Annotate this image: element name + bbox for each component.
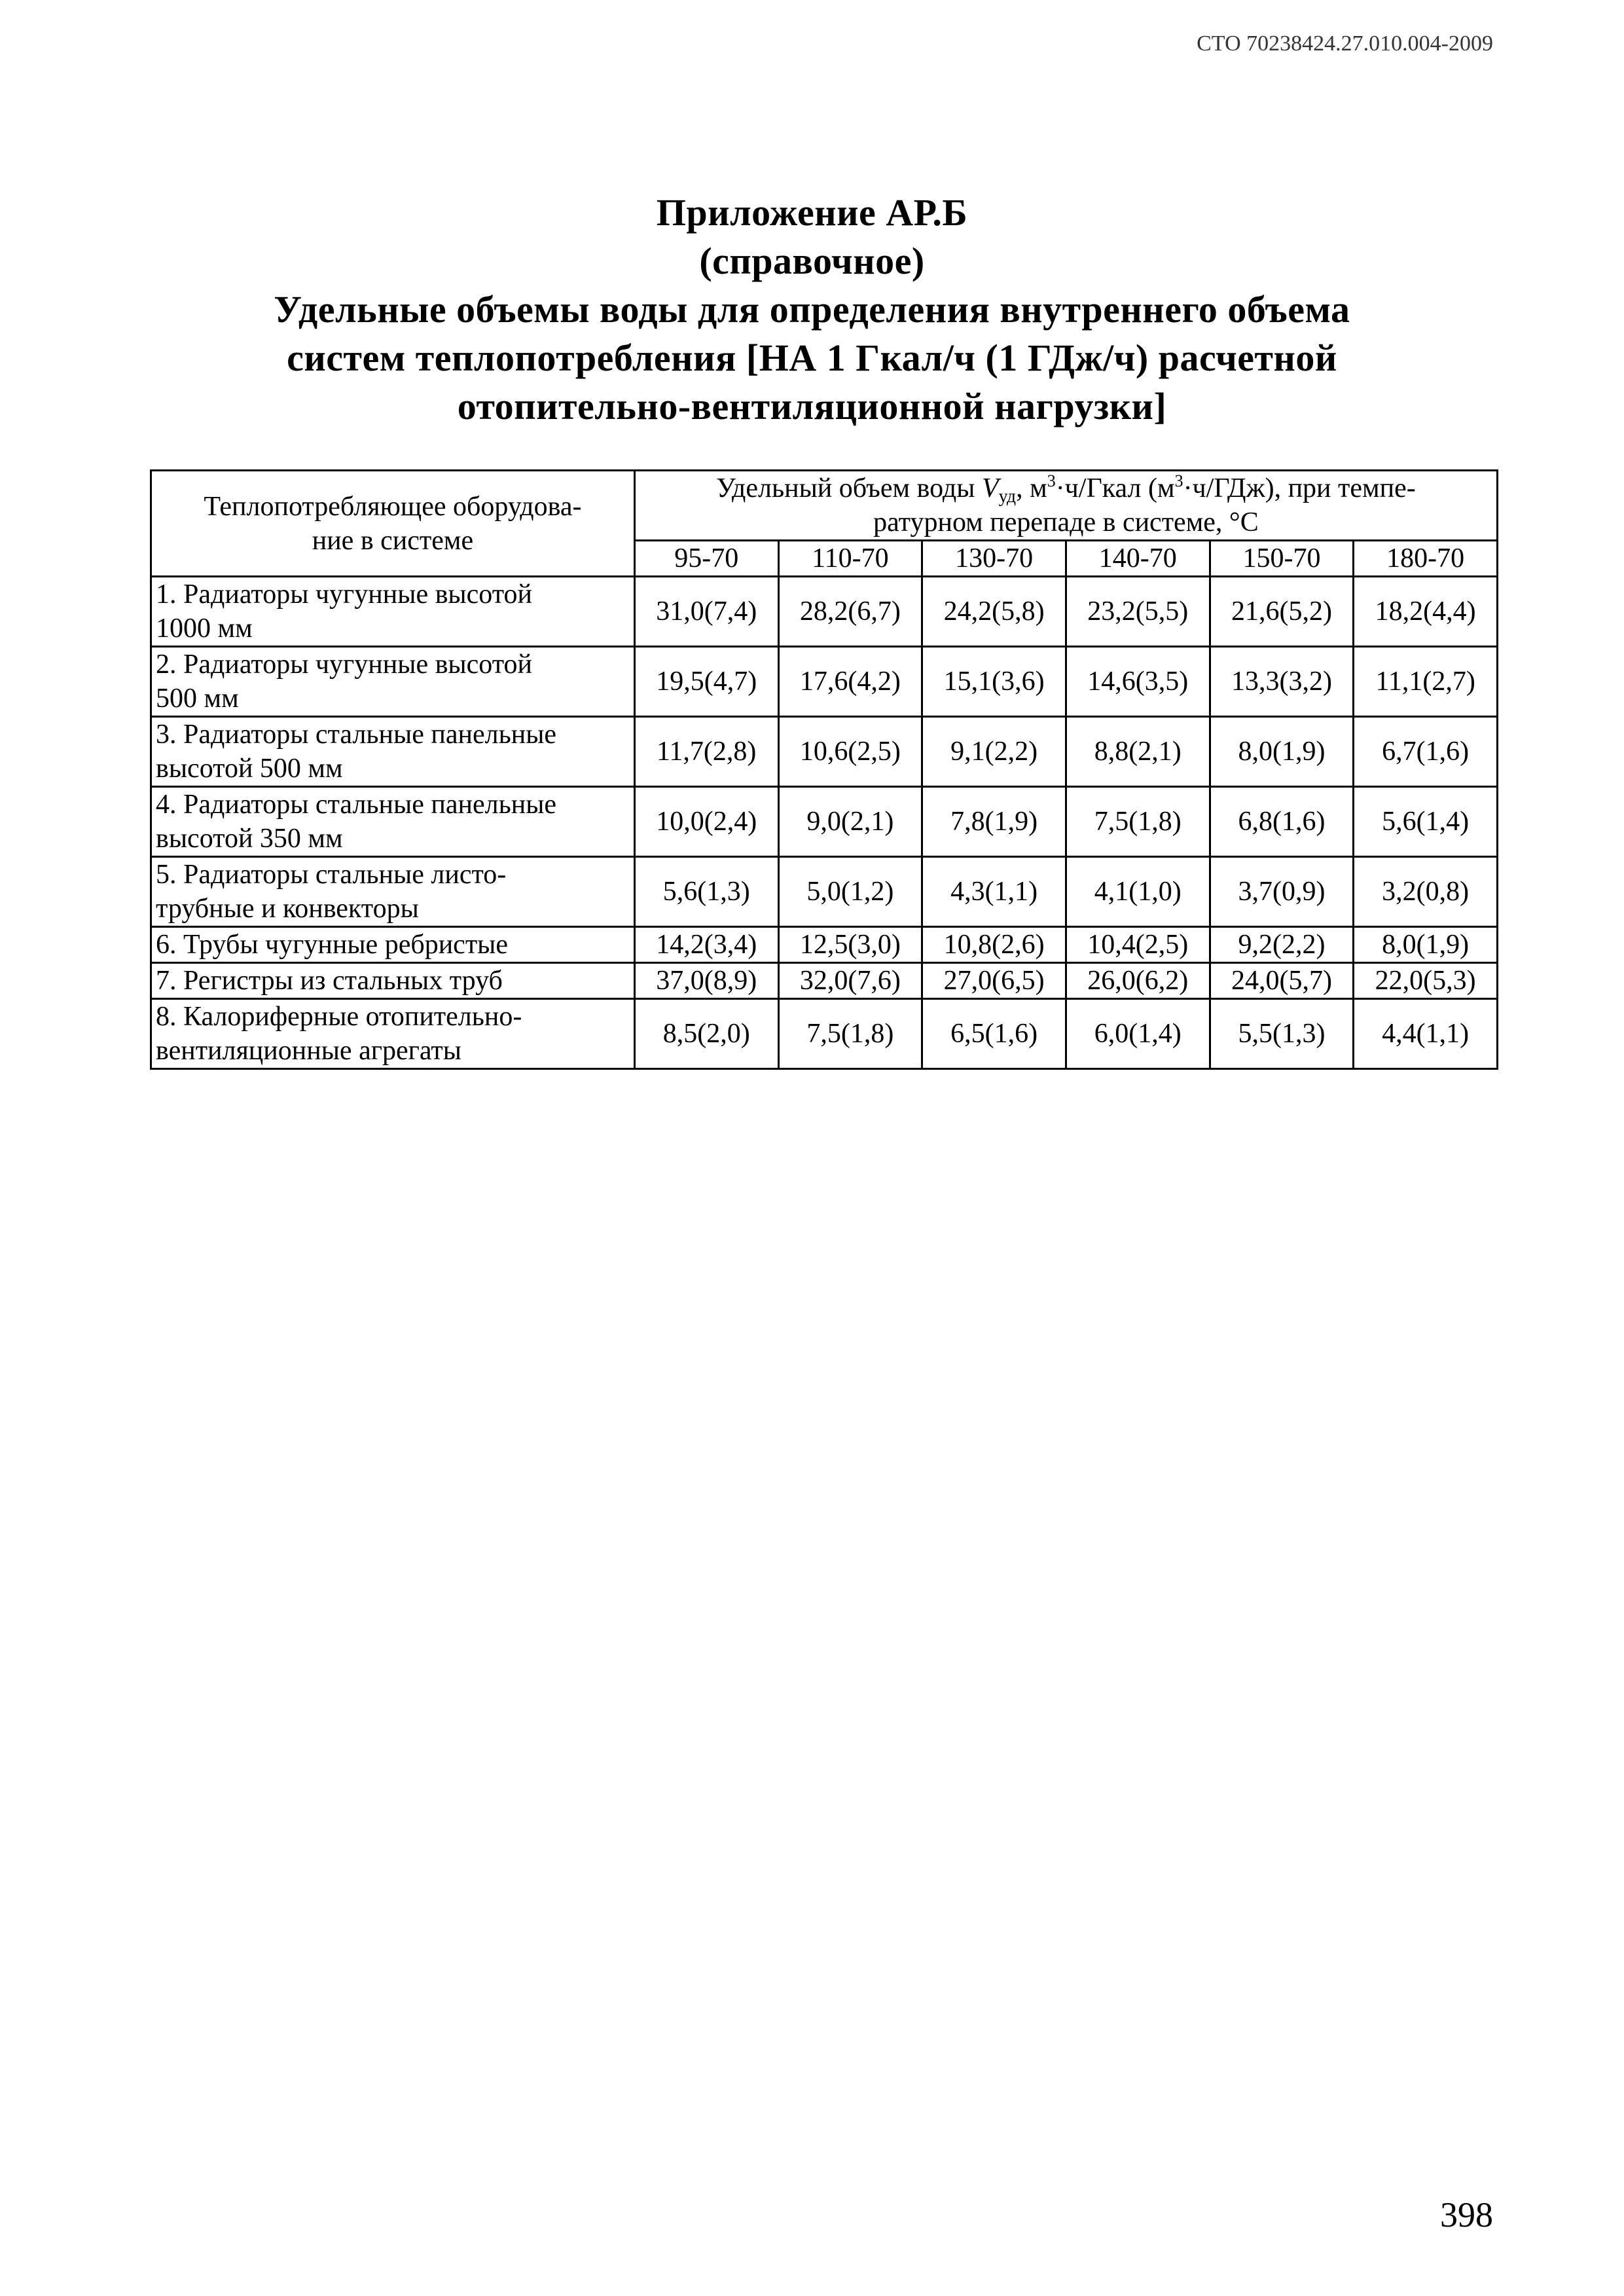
volume-value-cell: 6,0(1,4): [1066, 999, 1210, 1069]
table-row: [151, 927, 1498, 963]
temperature-column-header: 130-70: [922, 541, 1066, 577]
title-line-1: Приложение АР.Б: [656, 191, 968, 234]
volume-value-cell: 8,8(2,1): [1066, 717, 1210, 787]
volume-value-cell: 32,0(7,6): [778, 963, 922, 999]
volume-value-cell: 8,0(1,9): [1354, 927, 1498, 963]
volume-value-cell: 6,8(1,6): [1210, 787, 1354, 857]
volume-value-cell: 17,6(4,2): [778, 647, 922, 717]
temperature-column-header: 140-70: [1066, 541, 1210, 577]
volume-value-cell: 24,2(5,8): [922, 577, 1066, 647]
table-row: [151, 857, 1498, 927]
temperature-column-header: 150-70: [1210, 541, 1354, 577]
volume-value-cell: 11,1(2,7): [1354, 647, 1498, 717]
volume-value-cell: 14,6(3,5): [1066, 647, 1210, 717]
page-number: 398: [1440, 2195, 1493, 2234]
volume-value-cell: 24,0(5,7): [1210, 963, 1354, 999]
volume-value-cell: 3,2(0,8): [1354, 857, 1498, 927]
volume-value-cell: 27,0(6,5): [922, 963, 1066, 999]
table-row: [151, 999, 1498, 1069]
equipment-label: 1. Радиаторы чугунные высотой 1000 мм: [151, 577, 635, 647]
volume-value-cell: 26,0(6,2): [1066, 963, 1210, 999]
volume-value-cell: 4,3(1,1): [922, 857, 1066, 927]
volume-value-cell: 5,6(1,4): [1354, 787, 1498, 857]
volume-value-cell: 6,7(1,6): [1354, 717, 1498, 787]
equipment-column-header: Теплопотребляющее оборудова- ние в системе: [151, 471, 635, 577]
volume-value-cell: 9,0(2,1): [778, 787, 922, 857]
volume-value-cell: 11,7(2,8): [634, 717, 778, 787]
volume-value-cell: 21,6(5,2): [1210, 577, 1354, 647]
title-line-4: систем теплопотребления [НА 1 Гкал/ч (1 ГДж/ч) расчетной: [287, 337, 1337, 379]
volume-value-cell: 19,5(4,7): [634, 647, 778, 717]
volume-value-cell: 8,0(1,9): [1210, 717, 1354, 787]
table-row: [151, 647, 1498, 717]
equipment-label: 6. Трубы чугунные ребристые: [151, 927, 635, 963]
volume-value-cell: 37,0(8,9): [634, 963, 778, 999]
equipment-label: 8. Калориферные отопительно- вентиляционные агрегаты: [151, 999, 635, 1069]
table-row: [151, 963, 1498, 999]
volume-value-cell: 14,2(3,4): [634, 927, 778, 963]
volume-value-cell: 4,1(1,0): [1066, 857, 1210, 927]
volume-value-cell: 7,5(1,8): [778, 999, 922, 1069]
volume-value-cell: 18,2(4,4): [1354, 577, 1498, 647]
equipment-label: 4. Радиаторы стальные панельные высотой 350 мм: [151, 787, 635, 857]
title-line-3: Удельные объемы воды для определения внутреннего объема: [274, 288, 1350, 331]
volume-value-cell: 4,4(1,1): [1354, 999, 1498, 1069]
volume-value-cell: 6,5(1,6): [922, 999, 1066, 1069]
volume-value-cell: 5,0(1,2): [778, 857, 922, 927]
volume-value-cell: 9,1(2,2): [922, 717, 1066, 787]
volume-value-cell: 10,4(2,5): [1066, 927, 1210, 963]
volume-value-cell: 5,5(1,3): [1210, 999, 1354, 1069]
appendix-title: [0, 189, 1624, 431]
volume-value-cell: 13,3(3,2): [1210, 647, 1354, 717]
document-code: СТО 70238424.27.010.004-2009: [1197, 31, 1493, 56]
volume-value-cell: 10,6(2,5): [778, 717, 922, 787]
temperature-column-header: 110-70: [778, 541, 922, 577]
table-row: [151, 717, 1498, 787]
table-row: [151, 577, 1498, 647]
volume-value-cell: 15,1(3,6): [922, 647, 1066, 717]
volume-value-cell: 7,8(1,9): [922, 787, 1066, 857]
equipment-label: 3. Радиаторы стальные панельные высотой 500 мм: [151, 717, 635, 787]
volume-value-cell: 7,5(1,8): [1066, 787, 1210, 857]
title-line-5: отопительно-вентиляционной нагрузки]: [457, 385, 1167, 428]
water-volume-table: [150, 469, 1498, 1070]
volume-value-cell: 28,2(6,7): [778, 577, 922, 647]
table-header-row: [151, 471, 1498, 541]
volume-value-cell: 23,2(5,5): [1066, 577, 1210, 647]
volume-value-cell: 31,0(7,4): [634, 577, 778, 647]
equipment-label: 7. Регистры из стальных труб: [151, 963, 635, 999]
volume-value-cell: 9,2(2,2): [1210, 927, 1354, 963]
volume-value-cell: 22,0(5,3): [1354, 963, 1498, 999]
volume-value-cell: 12,5(3,0): [778, 927, 922, 963]
temperature-column-header: 95-70: [634, 541, 778, 577]
volume-value-cell: 5,6(1,3): [634, 857, 778, 927]
temperature-column-header: 180-70: [1354, 541, 1498, 577]
volume-value-cell: 8,5(2,0): [634, 999, 778, 1069]
table-row: [151, 787, 1498, 857]
volume-value-cell: 3,7(0,9): [1210, 857, 1354, 927]
volume-value-cell: 10,0(2,4): [634, 787, 778, 857]
equipment-label: 5. Радиаторы стальные листо- трубные и конвекторы: [151, 857, 635, 927]
volume-column-header: Удельный объем воды $V_{уд}$, $м^3\cdot ч$/Гкал $(м^3\cdot ч/ГДж)$, при темпе- ратурном перепаде в системе, °C: [634, 471, 1497, 541]
title-line-2: (справочное): [699, 240, 925, 282]
volume-value-cell: 10,8(2,6): [922, 927, 1066, 963]
equipment-label: 2. Радиаторы чугунные высотой 500 мм: [151, 647, 635, 717]
